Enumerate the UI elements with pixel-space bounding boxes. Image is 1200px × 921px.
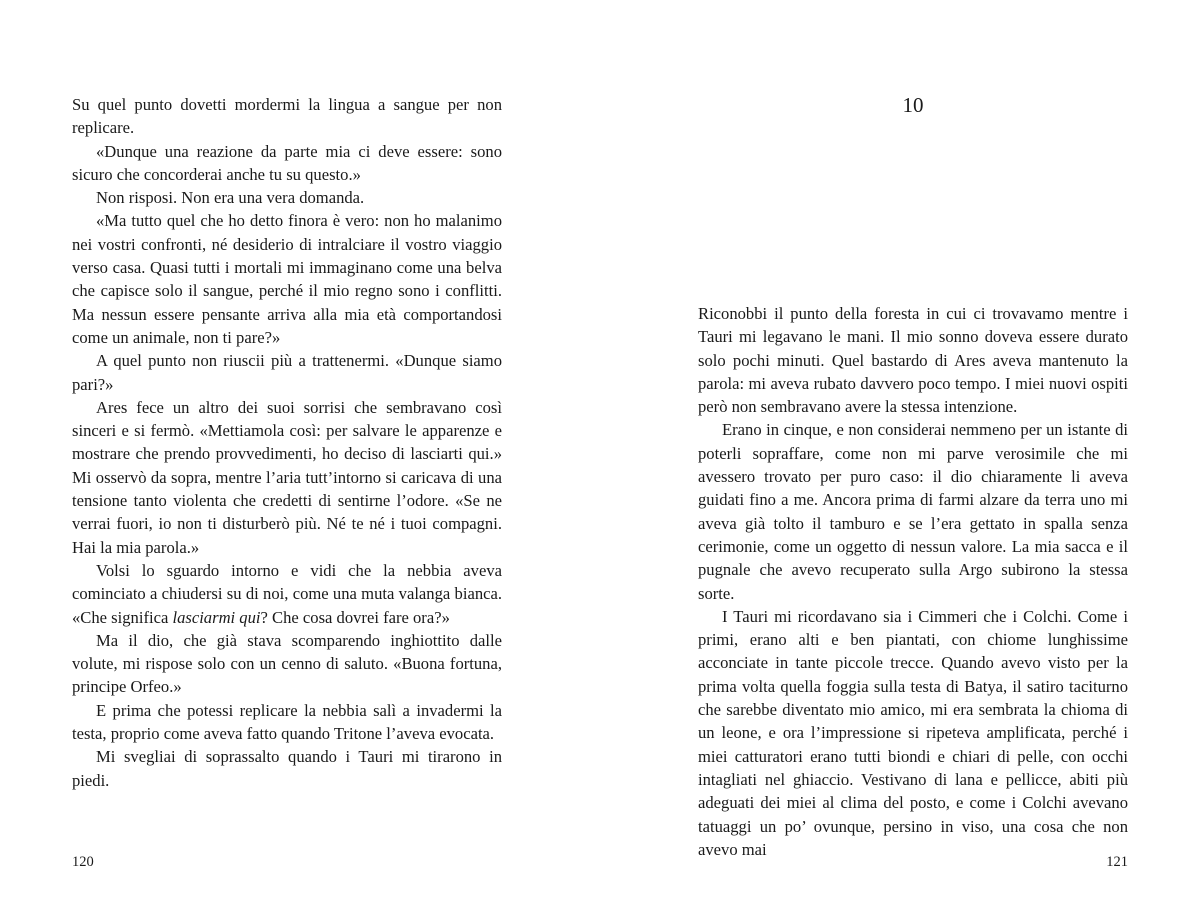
italic-text: lasciarmi qui	[172, 607, 261, 627]
right-page-text	[698, 302, 1128, 861]
paragraph: Ma il dio, che già stava scomparendo inghiottito dalle volute, mi rispose solo con un cenno di saluto. «Buona fortuna, principe Orfeo.»	[72, 630, 502, 697]
paragraph: A quel punto non riuscii più a trattenermi. «Dunque siamo pari?»	[72, 351, 502, 394]
right-page	[600, 0, 1200, 921]
paragraph: «Ma tutto quel che ho detto finora è vero: non ho malanimo nei vostri confronti, né desiderio di intralciare il vostro viaggio verso casa. Quasi tutti i mortali mi immaginano come una belva che capisce solo il sangue, perché il mio regno sono i conflitti. Ma nessun essere pensante arriva alla mia età comportandosi come un animale, non ti pare?»	[72, 211, 502, 347]
paragraph: I Tauri mi ricordavano sia i Cimmeri che i Colchi. Come i primi, erano alti e ben piantati, con chiome lunghissime acconciate in tante piccole trecce. Quando avevo visto per la prima volta quella foggia sulla testa di Batya, il satiro taciturno che sarebbe diventato mio amico, mi era sembrata la chioma di un leone, e ora l’impressione si ripeteva amplificata, perché i miei catturatori erano tutti biondi e chiari di pelle, con occhi intagliati nel ghiaccio. Vestivano di lana e pellicce, abiti più adeguati dei miei al clima del posto, e come i Colchi avevano tatuaggi un po’ ovunque, persino in viso, una cosa che non avevo mai	[698, 606, 1128, 859]
paragraph: «Dunque una reazione da parte mia ci deve essere: sono sicuro che concorderai anche tu su questo.»	[72, 141, 502, 184]
paragraph: Ares fece un altro dei suoi sorrisi che sembravano così sinceri e si fermò. «Mettiamola così: per salvare le apparenze e mostrare che prendo provvedimenti, ho deciso di lasciarti qui.» Mi osservò da sopra, mentre l’aria tutt’intorno si caricava di una tensione tanto violenta che credetti di sentirne l’odore. «Se ne verrai fuori, io non ti disturberò più. Né te né i tuoi compagni. Hai la mia parola.»	[72, 397, 502, 557]
text-run: ? Che cosa dovrei fare ora?»	[260, 607, 450, 627]
text-run: Volsi lo sguardo intorno e vidi che la nebbia aveva cominciato a chiudersi su di noi, come una muta valanga bianca. «Che significa	[72, 560, 502, 627]
chapter-number: 10	[902, 93, 924, 117]
page-number: 120	[72, 854, 94, 870]
paragraph	[72, 559, 502, 629]
paragraph: E prima che potessi replicare la nebbia salì a invadermi la testa, proprio come aveva fatto quando Tritone l’aveva evocata.	[72, 700, 502, 744]
paragraph: Su quel punto dovetti mordermi la lingua a sangue per non replicare.	[72, 95, 502, 138]
paragraph: Non risposi. Non era una vera domanda.	[96, 188, 365, 208]
paragraph: Riconobbi il punto della foresta in cui ci trovavamo mentre i Tauri mi legavano le mani. Il mio sonno doveva essere durato solo pochi minuti. Quel bastardo di Ares aveva mantenuto la parola: mi aveva rubato davvero poco tempo. I miei nuovi ospiti però non sembravano avere la stessa intenzione.	[698, 304, 1128, 417]
page-number: 121	[1106, 854, 1128, 870]
paragraph: Mi svegliai di soprassalto quando i Tauri mi tirarono in piedi.	[72, 747, 502, 790]
paragraph: Erano in cinque, e non considerai nemmeno per un istante di poterli sopraffare, come non mi parve verosimile che mi avessero trovato per puro caso: il dio chiaramente li aveva guidati fino a me. Ancora prima di farmi alzare da terra uno mi aveva già tolto il tamburo e se l’era gettato in spalla senza cerimonie, come un oggetto di nessun valore. La mia sacca e il pugnale che avevo recuperato sulla Argo subirono la stessa sorte.	[698, 420, 1128, 603]
left-page-text	[72, 93, 502, 792]
